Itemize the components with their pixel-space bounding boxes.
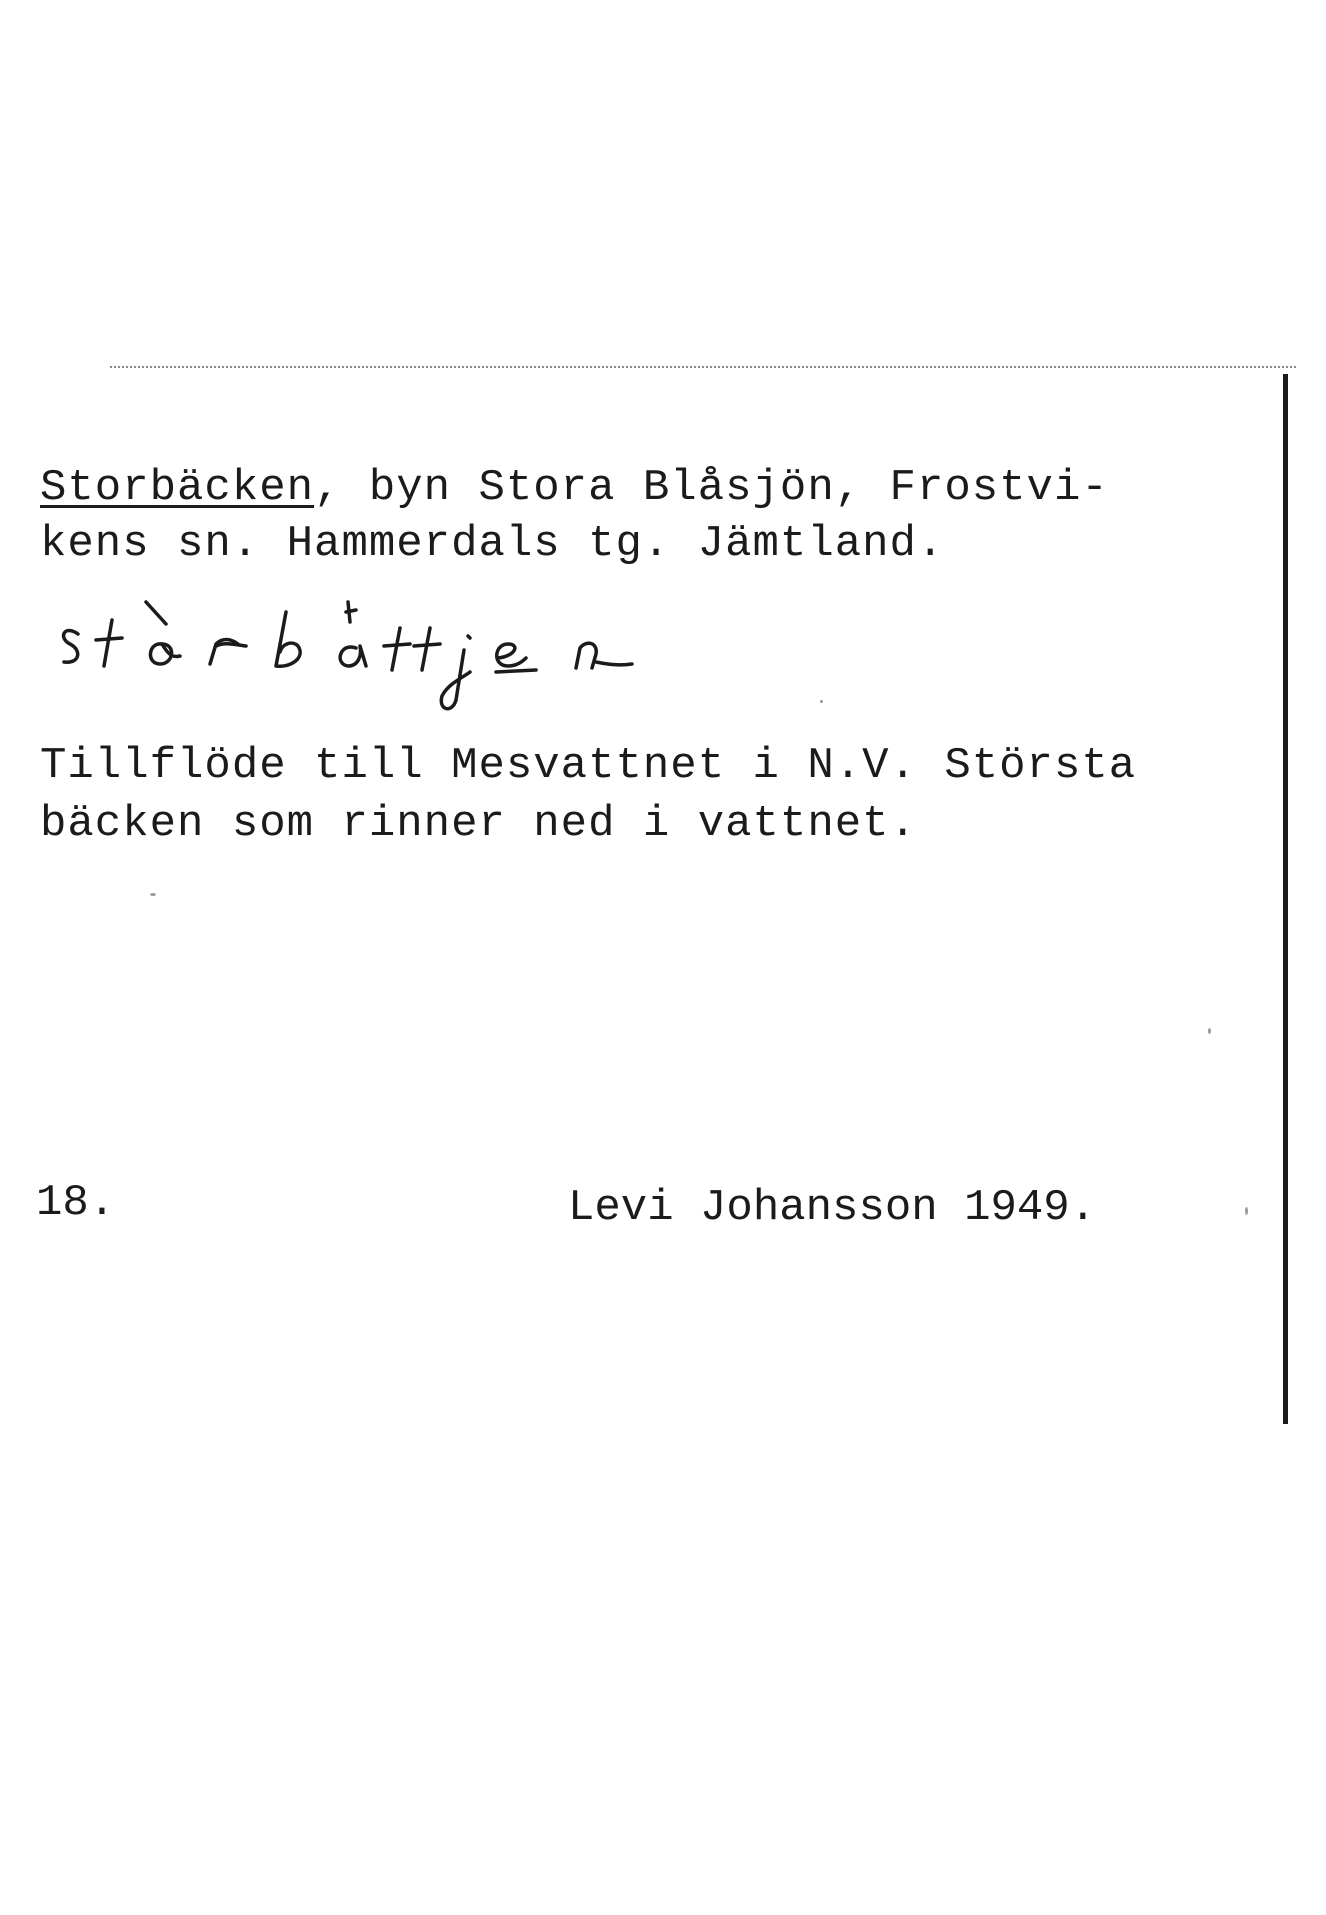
entry-line-1	[40, 460, 1109, 516]
description-line-1: Tillflöde till Mesvattnet i N.V. Största	[40, 741, 1137, 791]
entry-location-text: , byn Stora Blåsjön, Frostvi-	[314, 463, 1109, 513]
card-top-border	[110, 366, 1296, 368]
description-line-2: bäcken som rinner ned i vattnet.	[40, 799, 917, 849]
card-number: 18.	[36, 1178, 116, 1228]
paper-speck	[1208, 1028, 1211, 1034]
entry-line-2: kens sn. Hammerdals tg. Jämtland.	[40, 519, 945, 569]
phonetic-transcription	[50, 572, 750, 722]
handwritten-phonetic-drawing	[50, 572, 750, 722]
paper-speck	[820, 700, 823, 703]
headword: Storbäcken	[40, 463, 315, 513]
paper-speck	[1245, 1207, 1248, 1215]
collector-signature: Levi Johansson 1949.	[568, 1183, 1097, 1233]
paper-speck	[150, 893, 156, 896]
card-right-border	[1283, 374, 1288, 1424]
